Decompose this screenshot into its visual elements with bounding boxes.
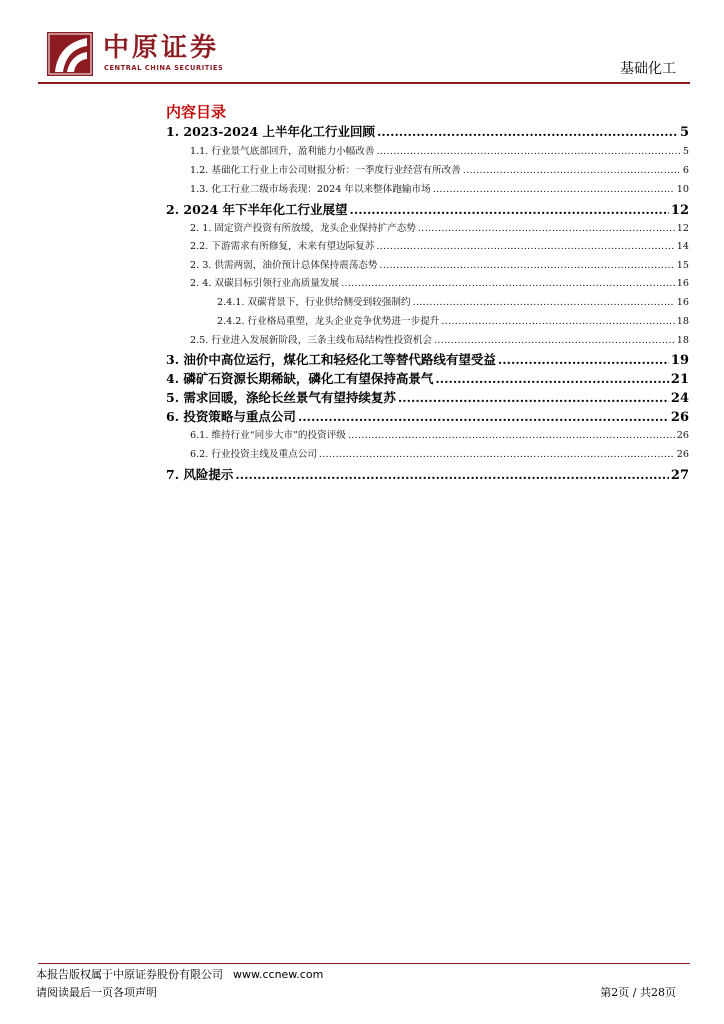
toc-leader-dots xyxy=(376,241,674,253)
toc-entry-6[interactable] xyxy=(166,409,689,426)
toc-entry-page: 12 xyxy=(676,223,689,234)
toc-entry-2-5[interactable] xyxy=(190,335,689,347)
toc-entry-2[interactable] xyxy=(166,202,689,219)
toc-leader-dots xyxy=(298,409,669,425)
toc-heading: 内容目录 xyxy=(166,103,227,121)
toc-entry-7[interactable] xyxy=(166,467,689,484)
toc-entry-label: 4. 磷矿石资源长期稀缺，磷化工有望保持高景气 xyxy=(166,371,434,386)
toc-entry-6-1[interactable] xyxy=(190,430,689,442)
toc-leader-dots xyxy=(319,449,675,461)
toc-entry-page: 24 xyxy=(670,391,689,406)
toc-leader-dots xyxy=(376,146,680,158)
toc-entry-page: 18 xyxy=(676,316,689,327)
toc-leader-dots xyxy=(398,390,669,406)
toc-entry-page: 5 xyxy=(682,146,689,157)
toc-leader-dots xyxy=(350,202,669,218)
toc-entry-label: 1.2. 基础化工行业上市公司财报分析：一季度行业经营有所改善 xyxy=(190,165,461,176)
toc-entry-label: 6. 投资策略与重点公司 xyxy=(166,409,296,424)
toc-leader-dots xyxy=(463,165,681,177)
toc-entry-1[interactable] xyxy=(166,124,689,141)
toc-leader-dots xyxy=(418,223,675,235)
company-logo-icon xyxy=(47,32,93,76)
toc-entry-label: 1. 2023-2024 上半年化工行业回顾 xyxy=(166,124,376,139)
toc-entry-label: 2.5. 行业进入发展新阶段，三条主线布局结构性投资机会 xyxy=(190,335,433,346)
section-title: 基础化工 xyxy=(620,61,676,77)
toc-entry-label: 5. 需求回暖，涤纶长丝景气有望持续复苏 xyxy=(166,390,396,405)
toc-leader-dots xyxy=(435,371,669,387)
toc-entry-2-4[interactable] xyxy=(190,278,689,290)
toc-entry-2-3[interactable] xyxy=(190,260,689,272)
footer-page-number: 第2页 / 共28页 xyxy=(600,986,676,999)
toc-entry-label: 2.4.2. 行业格局重塑，龙头企业竞争优势进一步提升 xyxy=(217,316,440,327)
toc-entry-page: 18 xyxy=(676,335,689,346)
toc-entry-label: 7. 风险提示 xyxy=(166,467,234,482)
toc-entry-2-4-1[interactable] xyxy=(217,297,689,309)
toc-entry-1-1[interactable] xyxy=(190,146,689,158)
toc-entry-1-3[interactable] xyxy=(190,184,689,196)
toc-entry-page: 5 xyxy=(679,125,689,140)
toc-leader-dots xyxy=(433,184,675,196)
toc-entry-page: 12 xyxy=(670,203,689,218)
toc-entry-1-2[interactable] xyxy=(190,165,689,177)
toc-leader-dots xyxy=(380,260,675,272)
toc-entry-6-2[interactable] xyxy=(190,449,689,461)
footer-disclaimer: 请阅读最后一页各项声明 xyxy=(36,986,157,999)
toc-entry-label: 3. 油价中高位运行，煤化工和轻烃化工等替代路线有望受益 xyxy=(166,352,496,367)
toc-entry-label: 1.3. 化工行业二级市场表现：2024 年以来整体跑输市场 xyxy=(190,184,431,195)
toc-entry-label: 6.1. 维持行业“同步大市”的投资评级 xyxy=(190,430,346,441)
toc-leader-dots xyxy=(377,124,678,140)
footer-copyright: 本报告版权属于中原证券股份有限公司 xyxy=(36,968,223,981)
toc-leader-dots xyxy=(341,278,675,290)
toc-entry-label: 1.1. 行业景气底部回升，盈利能力小幅改善 xyxy=(190,146,375,157)
toc-entry-label: 2. 2024 年下半年化工行业展望 xyxy=(166,202,348,217)
toc-entry-page: 27 xyxy=(670,468,689,483)
toc-entry-page: 16 xyxy=(676,278,689,289)
toc-leader-dots xyxy=(235,467,669,483)
page-header xyxy=(0,0,724,86)
footer-copyright-line xyxy=(36,967,323,982)
toc-leader-dots xyxy=(434,335,675,347)
logo-english-name: CENTRAL CHINA SECURITIES xyxy=(104,64,224,72)
toc-entry-page: 6 xyxy=(682,165,689,176)
toc-entry-label: 2. 3. 供需两弱，油价预计总体保持震荡态势 xyxy=(190,260,378,271)
toc-leader-dots xyxy=(498,352,669,368)
toc-entry-label: 2. 1. 固定资产投资有所放缓，龙头企业保持扩产态势 xyxy=(190,223,416,234)
toc-entry-label: 6.2. 行业投资主线及重点公司 xyxy=(190,449,317,460)
toc-entry-label: 2.4.1. 双碳背景下，行业供给侧受到较强制约 xyxy=(217,297,411,308)
toc-entry-page: 10 xyxy=(676,184,689,195)
toc-entry-page: 19 xyxy=(670,353,689,368)
toc-entry-page: 21 xyxy=(670,372,689,387)
toc-entry-page: 26 xyxy=(676,430,689,441)
toc-entry-page: 26 xyxy=(676,449,689,460)
toc-entry-5[interactable] xyxy=(166,390,689,407)
toc-entry-2-4-2[interactable] xyxy=(217,316,689,328)
toc-entry-label: 2.2. 下游需求有所修复，未来有望边际复苏 xyxy=(190,241,375,252)
toc-entry-2-1[interactable] xyxy=(190,223,689,235)
footer-url-link[interactable]: www.ccnew.com xyxy=(233,968,324,981)
toc-entry-label: 2. 4. 双碳目标引领行业高质量发展 xyxy=(190,278,340,289)
logo-chinese-name: 中原证券 xyxy=(103,33,220,63)
toc-entry-page: 26 xyxy=(670,410,689,425)
toc-leader-dots xyxy=(348,430,675,442)
toc-leader-dots xyxy=(441,316,674,328)
toc-entry-page: 14 xyxy=(676,241,689,252)
header-divider xyxy=(38,82,690,84)
toc-leader-dots xyxy=(413,297,675,309)
toc-entry-3[interactable] xyxy=(166,352,689,369)
toc-entry-page: 16 xyxy=(676,297,689,308)
toc-entry-2-2[interactable] xyxy=(190,241,689,253)
footer-divider xyxy=(38,963,690,964)
toc-entry-4[interactable] xyxy=(166,371,689,388)
toc-entry-page: 15 xyxy=(676,260,689,271)
